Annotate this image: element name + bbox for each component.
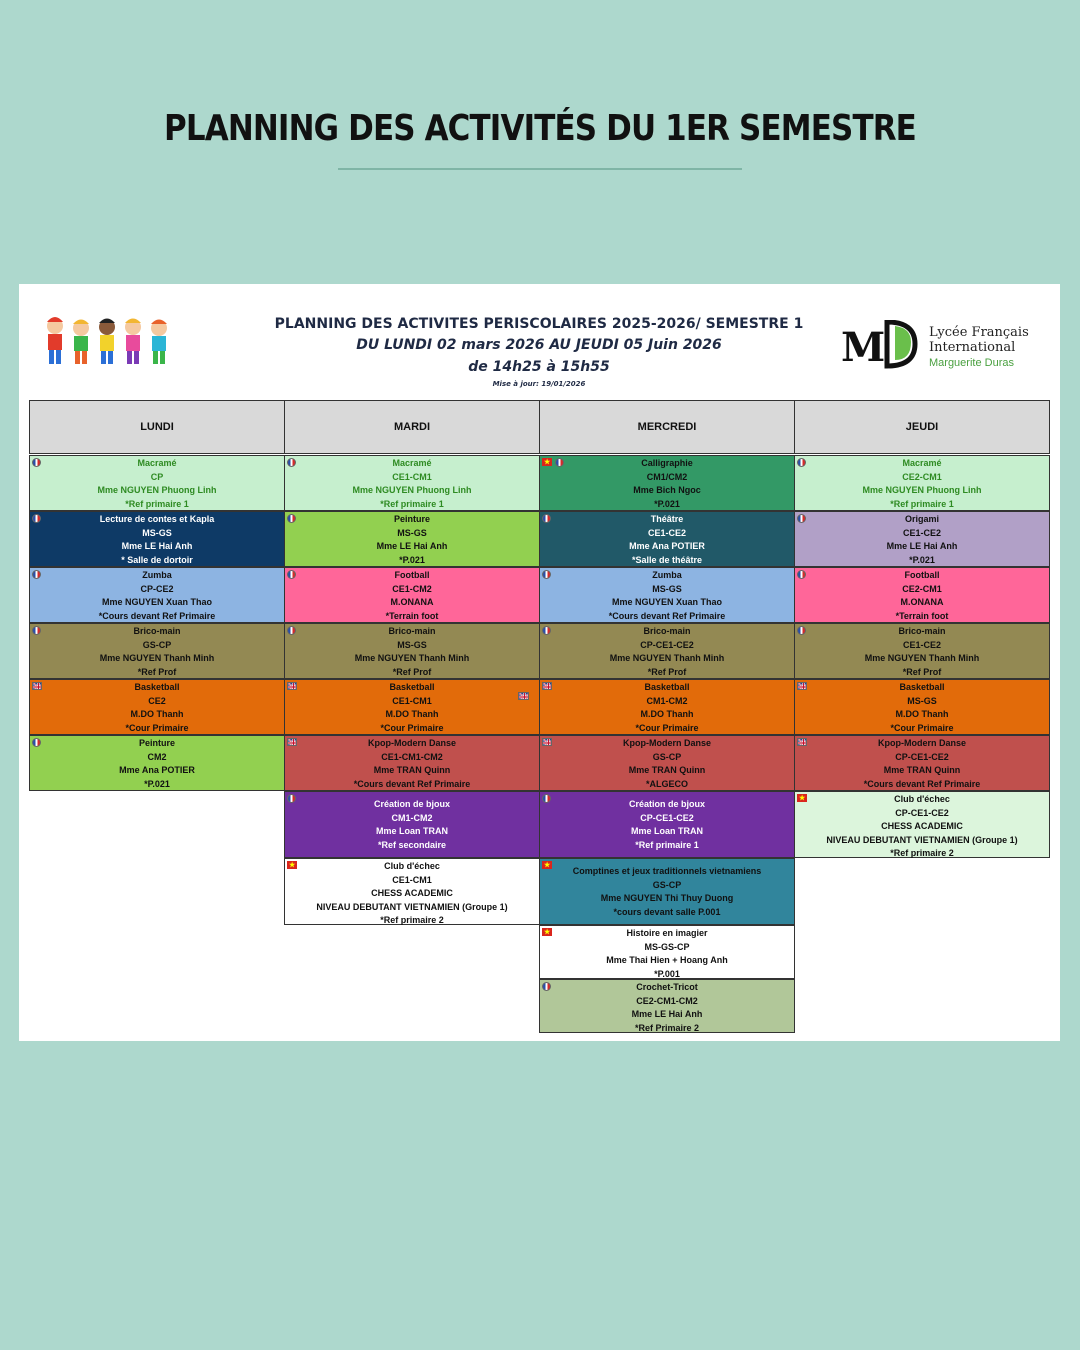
- activity-line: Mme LE Hai Anh: [121, 541, 193, 551]
- activity-line: *Ref primaire 1: [890, 498, 954, 509]
- activity-line: M.DO Thanh: [130, 709, 184, 719]
- activity-line: Mme LE Hai Anh: [376, 541, 448, 551]
- french-flag-icon: [797, 458, 806, 467]
- activity-line: Kpop-Modern Danse: [622, 738, 711, 748]
- activity-line: Basketball: [389, 682, 435, 692]
- activity-line: CE2-CM1-CM2: [636, 995, 698, 1006]
- vietnamese-flag-icon: [797, 794, 807, 802]
- activity-line: Zumba: [652, 570, 682, 580]
- vietnamese-flag-icon: [542, 928, 552, 936]
- activity-line: CP-CE1-CE2: [640, 812, 694, 823]
- activity-line: Mme NGUYEN Thanh Minh: [864, 653, 980, 663]
- activity-line: M.DO Thanh: [385, 709, 439, 719]
- french-flag-icon: [797, 626, 806, 635]
- activity-line: MS-GS: [907, 695, 937, 706]
- activity-cell: [539, 511, 795, 567]
- activity-line: *Cours devant Ref Primaire: [608, 610, 726, 621]
- activity-line: Mme Ana POTIER: [629, 541, 705, 551]
- activity-cell: [794, 455, 1050, 511]
- activity-line: * Salle de dortoir: [121, 554, 193, 565]
- day-header: LUNDI: [29, 400, 285, 454]
- activity-line: *Terrain foot: [385, 610, 439, 621]
- activity-line: MS-GS-CP: [644, 941, 690, 952]
- english-flag-icon: [287, 738, 297, 746]
- activity-line: M.ONANA: [390, 597, 434, 607]
- activity-line: Mme Loan TRAN: [376, 826, 448, 836]
- french-flag-icon: [32, 738, 41, 747]
- activity-line: *P.001: [654, 968, 680, 979]
- activity-line: Mme TRAN Quinn: [373, 765, 451, 775]
- activity-cell: [539, 791, 795, 858]
- day-header: MARDI: [284, 400, 540, 454]
- logo-line-1: Lycée Français: [929, 325, 1029, 340]
- day-header: MERCREDI: [539, 400, 795, 454]
- activity-cell: [539, 858, 795, 925]
- vietnamese-flag-icon: [542, 861, 552, 869]
- activity-line: Création de bjoux: [373, 799, 450, 809]
- french-flag-icon: [32, 514, 41, 523]
- activity-line: MS-GS: [397, 639, 427, 650]
- activity-line: CE1-CE2: [902, 639, 941, 650]
- activity-cell: [539, 623, 795, 679]
- activity-cell: [29, 511, 285, 567]
- activity-line: *Ref Prof: [392, 666, 432, 677]
- activity-cell: [539, 679, 795, 735]
- activity-line: *Terrain foot: [895, 610, 949, 621]
- french-flag-icon: [542, 570, 551, 579]
- activity-line: CM1/CM2: [646, 471, 688, 482]
- french-flag-icon: [287, 570, 296, 579]
- activity-line: Brico-main: [643, 626, 691, 636]
- french-flag-icon: [32, 626, 41, 635]
- activity-line: *Cours devant Ref Primaire: [353, 778, 471, 789]
- activity-cell: [794, 735, 1050, 791]
- day-header: JEUDI: [794, 400, 1050, 454]
- activity-line: Comptines et jeux traditionnels vietnamiens: [572, 866, 762, 876]
- french-flag-icon: [287, 626, 296, 635]
- activity-cell: [794, 791, 1050, 858]
- activity-cell: [794, 567, 1050, 623]
- logo-line-3: Marguerite Duras: [929, 357, 1014, 369]
- activity-line: GS-CP: [652, 879, 682, 890]
- activity-line: *Cours devant Ref Primaire: [98, 610, 216, 621]
- activity-cell: [539, 735, 795, 791]
- activity-cell: [284, 623, 540, 679]
- activity-line: GS-CP: [652, 751, 682, 762]
- english-flag-icon: [518, 692, 529, 700]
- activity-line: Brico-main: [388, 626, 436, 636]
- english-flag-icon: [542, 682, 552, 690]
- english-flag-icon: [32, 682, 42, 690]
- english-flag-icon: [287, 682, 297, 690]
- french-flag-icon: [542, 794, 551, 803]
- activity-line: Mme NGUYEN Thi Thuy Duong: [600, 893, 734, 903]
- activity-line: Mme Loan TRAN: [631, 826, 703, 836]
- activity-cell: [284, 455, 540, 511]
- activity-line: CP-CE1-CE2: [895, 751, 949, 762]
- french-flag-icon: [555, 458, 564, 467]
- activity-line: *P.021: [399, 554, 425, 565]
- activity-line: Mme LE Hai Anh: [631, 1009, 703, 1019]
- activity-line: MS-GS: [142, 527, 172, 538]
- activity-line: Basketball: [644, 682, 690, 692]
- activity-line: Mme TRAN Quinn: [628, 765, 706, 775]
- english-flag-icon: [542, 738, 552, 746]
- activity-line: *Ref primaire 1: [635, 839, 699, 850]
- activity-line: CP-CE1-CE2: [895, 807, 949, 818]
- french-flag-icon: [287, 794, 296, 803]
- activity-line: Mme Ana POTIER: [119, 765, 195, 775]
- french-flag-icon: [32, 458, 41, 467]
- french-flag-icon: [797, 570, 806, 579]
- sheet-header: [239, 314, 839, 390]
- activity-line: Macramé: [902, 458, 942, 468]
- english-flag-icon: [797, 738, 807, 746]
- activity-line: Mme NGUYEN Phuong Linh: [862, 485, 982, 495]
- activity-line: GS-CP: [142, 639, 172, 650]
- activity-line: *cours devant salle P.001: [613, 906, 721, 917]
- activity-cell: [29, 623, 285, 679]
- activity-line: Mme NGUYEN Xuan Thao: [611, 597, 722, 607]
- activity-line: CE1-CE2: [647, 527, 686, 538]
- activity-line: Basketball: [899, 682, 945, 692]
- activity-line: *P.021: [654, 498, 680, 509]
- french-flag-icon: [287, 458, 296, 467]
- logo-line-2: International: [929, 340, 1016, 355]
- activity-line: CE1-CM1: [392, 695, 432, 706]
- french-flag-icon: [797, 514, 806, 523]
- activity-line: *Ref Prof: [902, 666, 942, 677]
- activity-line: *Cour Primaire: [635, 722, 699, 733]
- activity-line: *Cour Primaire: [890, 722, 954, 733]
- activity-cell: [284, 858, 540, 925]
- logo-mark: M: [841, 324, 883, 371]
- activity-line: CM1-CM2: [391, 812, 433, 823]
- activity-line: CP: [150, 471, 164, 482]
- activity-line: NIVEAU DEBUTANT VIETNAMIEN (Groupe 1): [316, 901, 508, 912]
- activity-line: Mme NGUYEN Xuan Thao: [101, 597, 212, 607]
- activity-line: Mme NGUYEN Phuong Linh: [97, 485, 217, 495]
- activity-line: *P.021: [909, 554, 935, 565]
- activity-line: Peinture: [393, 514, 430, 524]
- activity-line: *P.021: [144, 778, 170, 789]
- french-flag-icon: [287, 514, 296, 523]
- activity-line: Calligraphie: [641, 458, 693, 468]
- activity-line: CHESS ACADEMIC: [881, 821, 963, 831]
- activity-line: CM2: [147, 751, 167, 762]
- activity-line: *Ref Prof: [647, 666, 687, 677]
- activity-line: MS-GS: [397, 527, 427, 538]
- activity-cell: [284, 735, 540, 791]
- vietnamese-flag-icon: [542, 458, 552, 466]
- activity-cell: [539, 455, 795, 511]
- activity-line: CP-CE1-CE2: [640, 639, 694, 650]
- activity-line: *Cour Primaire: [125, 722, 189, 733]
- french-flag-icon: [32, 570, 41, 579]
- activity-line: CE1-CM1: [392, 471, 432, 482]
- activity-line: Crochet-Tricot: [636, 982, 698, 992]
- update-note: Mise à jour: 19/01/2026: [492, 380, 586, 388]
- activity-cell: [29, 679, 285, 735]
- activity-cell: [539, 979, 795, 1033]
- activity-line: M.DO Thanh: [640, 709, 694, 719]
- activity-line: Mme NGUYEN Thanh Minh: [609, 653, 725, 663]
- activity-cell: [794, 679, 1050, 735]
- activity-line: M.ONANA: [900, 597, 944, 607]
- page-title: PLANNING DES ACTIVITÉS DU 1ER SEMESTRE: [164, 108, 916, 149]
- school-logo: [841, 320, 1041, 370]
- activity-cell: [29, 455, 285, 511]
- activity-line: CE1-CE2: [902, 527, 941, 538]
- activity-line: *Ref secondaire: [377, 839, 447, 850]
- activity-cell: [284, 511, 540, 567]
- activity-line: Macramé: [392, 458, 432, 468]
- vietnamese-flag-icon: [287, 861, 297, 869]
- activity-line: Basketball: [134, 682, 180, 692]
- activity-line: Histoire en imagier: [626, 928, 708, 938]
- activity-line: Club d'échec: [894, 794, 950, 804]
- activity-line: CE2-CM1: [902, 583, 942, 594]
- activity-line: CP-CE2: [140, 583, 174, 594]
- activity-line: *Cours devant Ref Primaire: [863, 778, 981, 789]
- activity-line: Football: [394, 570, 430, 580]
- activity-cell: [794, 511, 1050, 567]
- activity-line: Brico-main: [133, 626, 181, 636]
- activity-cell: [794, 623, 1050, 679]
- activity-line: CE2: [148, 695, 166, 706]
- activity-cell: [29, 735, 285, 791]
- activity-line: Zumba: [142, 570, 172, 580]
- activity-line: Mme NGUYEN Thanh Minh: [354, 653, 470, 663]
- sheet-heading-1: PLANNING DES ACTIVITES PERISCOLAIRES 2025-2026/ SEMESTRE 1: [274, 316, 804, 332]
- activity-line: *Ref primaire 1: [380, 498, 444, 509]
- activity-line: *Cour Primaire: [380, 722, 444, 733]
- activity-line: *Ref Prof: [137, 666, 177, 677]
- title-underline: [338, 168, 742, 170]
- activity-line: Mme NGUYEN Thanh Minh: [99, 653, 215, 663]
- activity-line: Macramé: [137, 458, 177, 468]
- sheet-heading-2: DU LUNDI 02 mars 2026 AU JEUDI 05 Juin 2026: [356, 337, 722, 353]
- activity-line: Kpop-Modern Danse: [367, 738, 456, 748]
- french-flag-icon: [542, 514, 551, 523]
- activity-cell: [29, 567, 285, 623]
- activity-line: Théâtre: [650, 514, 684, 524]
- activity-line: MS-GS: [652, 583, 682, 594]
- activity-line: Peinture: [138, 738, 175, 748]
- activity-line: CE1-CM1-CM2: [381, 751, 443, 762]
- activity-line: Mme TRAN Quinn: [883, 765, 961, 775]
- activity-line: Brico-main: [898, 626, 946, 636]
- activity-cell: [284, 791, 540, 858]
- activity-line: *ALGECO: [645, 778, 688, 789]
- sheet-heading-3: de 14h25 à 15h55: [468, 359, 610, 375]
- activity-line: Mme Thai Hien + Hoang Anh: [606, 955, 728, 965]
- french-flag-icon: [542, 982, 551, 991]
- activity-line: Origami: [904, 514, 939, 524]
- activity-line: CE1-CM2: [392, 583, 432, 594]
- activity-cell: [284, 567, 540, 623]
- activity-line: Mme Bich Ngoc: [633, 485, 701, 495]
- activity-line: CE1-CM1: [392, 874, 432, 885]
- activity-line: *Ref primaire 2: [890, 848, 954, 858]
- activity-line: Club d'échec: [384, 861, 440, 871]
- english-flag-icon: [797, 682, 807, 690]
- activity-line: M.DO Thanh: [895, 709, 949, 719]
- activity-line: Lecture de contes et Kapla: [99, 514, 215, 524]
- activity-line: *Ref primaire 2: [380, 915, 444, 925]
- activity-line: *Ref Primaire 2: [634, 1022, 700, 1033]
- activity-line: *Ref primaire 1: [125, 498, 189, 509]
- schedule-sheet: [19, 284, 1060, 1041]
- children-illustration-icon: [41, 312, 181, 372]
- activity-line: CE2-CM1: [902, 471, 942, 482]
- activity-cell: [284, 679, 540, 735]
- activity-line: Mme LE Hai Anh: [886, 541, 958, 551]
- activity-line: CHESS ACADEMIC: [371, 888, 453, 898]
- activity-line: *Salle de théâtre: [631, 554, 703, 565]
- activity-cell: [539, 925, 795, 979]
- activity-line: Mme NGUYEN Phuong Linh: [352, 485, 472, 495]
- activity-line: Création de bjoux: [628, 799, 705, 809]
- french-flag-icon: [542, 626, 551, 635]
- logo-arc-icon: [881, 320, 921, 370]
- activity-line: NIVEAU DEBUTANT VIETNAMIEN (Groupe 1): [826, 834, 1018, 845]
- activity-line: CM1-CM2: [646, 695, 688, 706]
- activity-line: Kpop-Modern Danse: [877, 738, 966, 748]
- activity-cell: [539, 567, 795, 623]
- activity-line: Football: [904, 570, 940, 580]
